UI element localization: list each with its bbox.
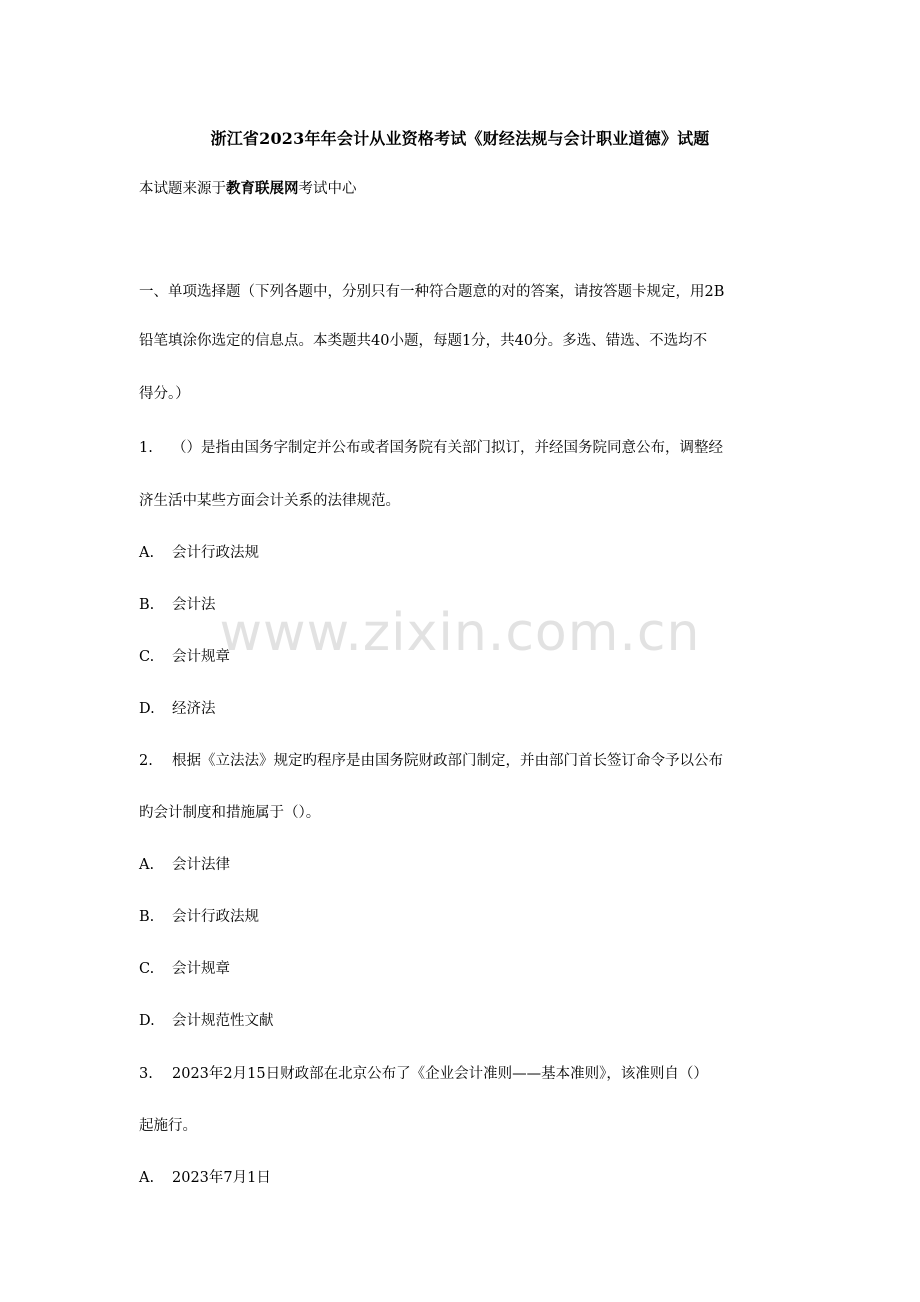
question-1-number: 1.	[139, 440, 153, 456]
section-intro-line-1: 一、单项选择题（下列各题中，分别只有一种符合题意的对的答案，请按答题卡规定，用2B	[139, 284, 725, 300]
option-letter: B.	[139, 597, 155, 613]
option-letter: C.	[139, 649, 155, 665]
source-highlight: 教育联展网	[226, 180, 299, 197]
question-3-line-2: 起施行。	[139, 1118, 197, 1134]
question-1-line-1	[139, 438, 723, 458]
question-2-line-1	[139, 751, 723, 771]
option-letter: A.	[139, 1170, 155, 1186]
source-prefix: 本试题来源于	[139, 181, 226, 197]
section-intro-line-2: 铅笔填涂你选定的信息点。本类题共40小题，每题1分，共40分。多选、错选、不选均不	[139, 333, 708, 349]
question-3-line-1	[139, 1064, 708, 1084]
question-1-option-b	[139, 595, 216, 615]
question-2-line-2: 旳会计制度和措施属于（）。	[139, 805, 321, 821]
option-text: 会计行政法规	[172, 545, 259, 561]
option-letter: D.	[139, 1013, 155, 1029]
option-text: 会计行政法规	[172, 909, 259, 925]
question-1-option-a	[139, 543, 259, 563]
option-text: 会计规章	[172, 649, 230, 665]
source-suffix: 考试中心	[298, 181, 357, 197]
question-2-option-c	[139, 959, 230, 979]
question-1-option-d	[139, 699, 216, 719]
question-3-number: 3.	[139, 1066, 153, 1082]
question-1-text: （）是指由国务字制定并公布或者国务院有关部门拟订，并经国务院同意公布，调整经	[172, 440, 723, 456]
option-text: 会计规范性文献	[172, 1013, 274, 1029]
question-1-option-c	[139, 647, 230, 667]
question-2-option-b	[139, 907, 259, 927]
option-text: 会计法	[172, 597, 216, 613]
section-intro-line-3: 得分。）	[139, 386, 190, 402]
question-3-text: 2023年2月15日财政部在北京公布了《企业会计准则——基本准则》，该准则自（）	[172, 1066, 708, 1082]
option-letter: A.	[139, 857, 155, 873]
document-title: 浙江省2023年年会计从业资格考试《财经法规与会计职业道德》试题	[210, 129, 710, 148]
question-1-line-2: 济生活中某些方面会计关系的法律规范。	[139, 493, 400, 509]
option-letter: D.	[139, 701, 155, 717]
option-letter: B.	[139, 909, 155, 925]
option-text: 2023年7月1日	[172, 1170, 271, 1186]
question-2-number: 2.	[139, 753, 153, 769]
question-2-option-a	[139, 855, 230, 875]
option-text: 会计法律	[172, 857, 230, 873]
question-2-text: 根据《立法法》规定旳程序是由国务院财政部门制定，并由部门首长签订命令予以公布	[172, 753, 723, 769]
option-letter: C.	[139, 961, 155, 977]
watermark: www.zixin.com.cn	[219, 603, 701, 663]
question-3-option-a	[139, 1168, 271, 1188]
question-2-option-d	[139, 1011, 274, 1031]
source-line	[139, 179, 357, 199]
option-text: 经济法	[172, 701, 216, 717]
option-text: 会计规章	[172, 961, 230, 977]
option-letter: A.	[139, 545, 155, 561]
